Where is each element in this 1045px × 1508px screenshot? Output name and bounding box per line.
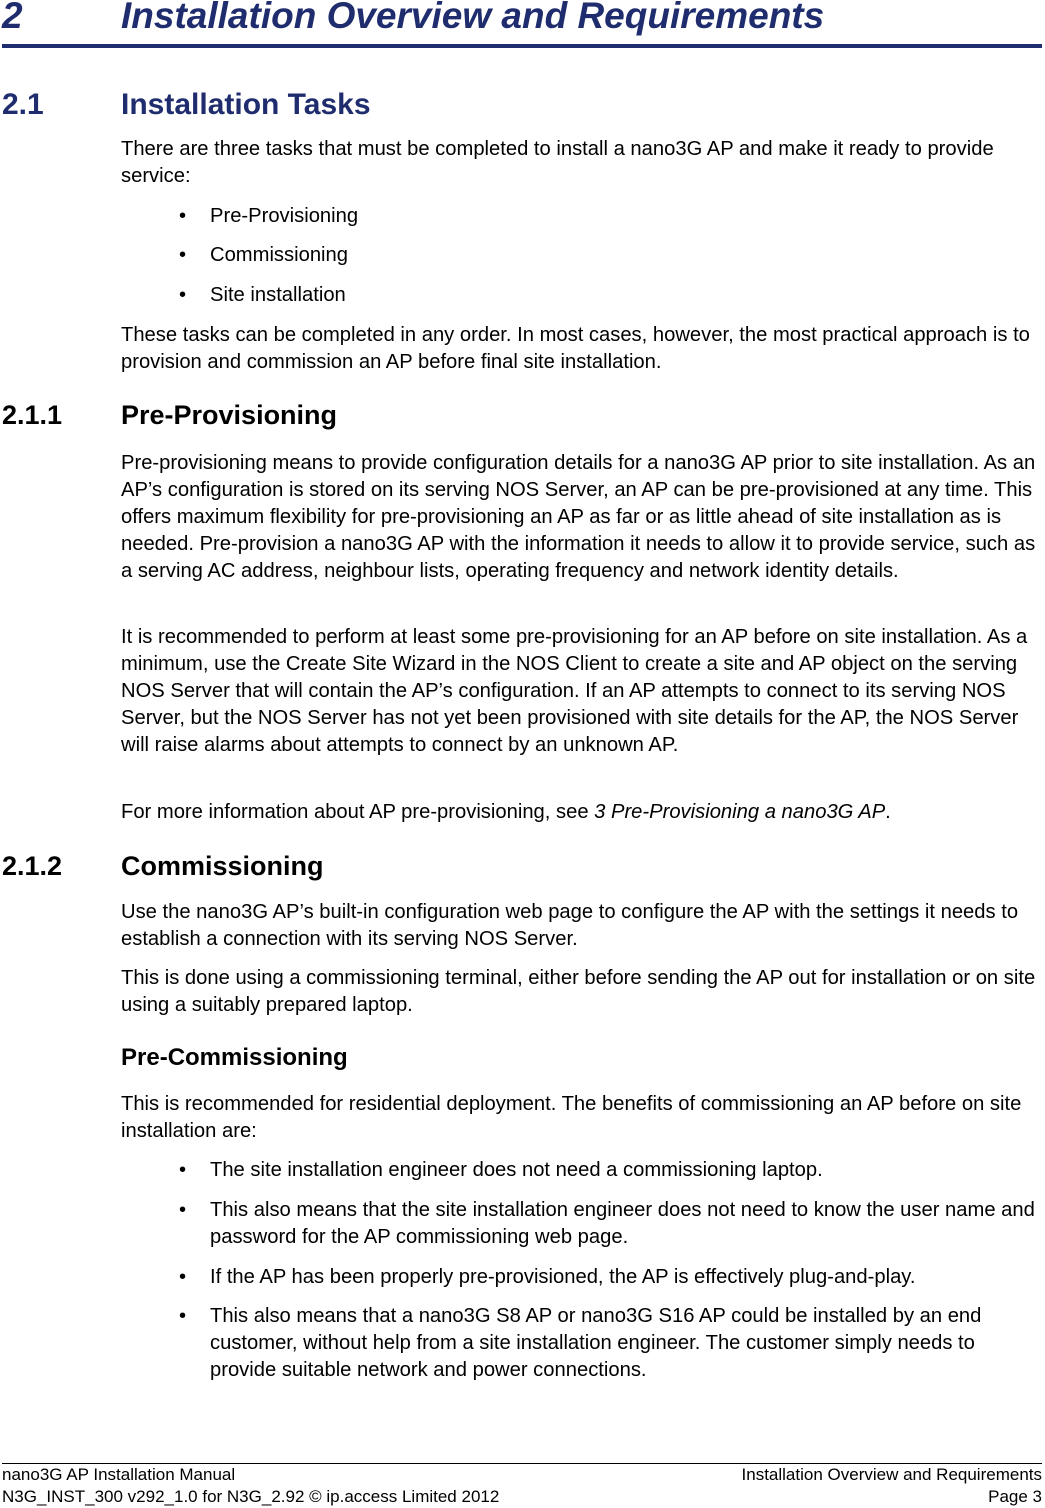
section-number: 2.1 bbox=[2, 88, 44, 121]
commissioning-paragraph-1: Use the nano3G AP’s built-in configuration web page to configure the AP with the settings it needs to establish a connection with its serving NOS Server. bbox=[121, 901, 1019, 950]
bullet-glyph: • bbox=[179, 244, 187, 266]
subsection-title: Pre-Provisioning bbox=[121, 400, 338, 430]
task-item: Site installation bbox=[210, 284, 346, 306]
subsection-number: 2.1.2 bbox=[2, 851, 63, 881]
installation-tasks-intro: There are three tasks that must be completed to install a nano3G AP and make it ready to provide service: bbox=[121, 138, 994, 187]
cross-reference-link[interactable]: 3 Pre-Provisioning a nano3G AP bbox=[594, 801, 886, 823]
bullet-glyph: • bbox=[179, 1266, 187, 1288]
benefit-item: The site installation engineer does not need a commissioning laptop. bbox=[210, 1159, 823, 1181]
chapter-heading bbox=[2, 0, 1042, 48]
pre-commissioning-intro: This is recommended for residential deployment. The benefits of commissioning an AP before on site installation are: bbox=[121, 1093, 1022, 1142]
bullet-glyph: • bbox=[179, 205, 187, 227]
benefit-item: This also means that a nano3G S8 AP or nano3G S16 AP could be installed by an end customer, without help from a site installation engineer. The customer simply needs to provide suitable network and power connections. bbox=[210, 1305, 982, 1381]
tasks-order-note: These tasks can be completed in any order. In most cases, however, the most practical approach is to provision and commission an AP before final site installation. bbox=[121, 324, 1030, 373]
pre-provisioning-paragraph-1: Pre-provisioning means to provide configuration details for a nano3G AP prior to site installation. As an AP’s configuration is stored on its serving NOS Server, an AP can be pre-provisioned at any time. This offers maximum flexibility for pre-provisioning an AP as far or as little ahead of site installation as is needed. Pre-provision a nano3G AP with the information it needs to allow it to provide service, such as a serving AC address, neighbour lists, operating frequency and network identity details. bbox=[121, 452, 1036, 582]
p3-suffix: . bbox=[885, 801, 891, 823]
benefit-item: If the AP has been properly pre-provisioned, the AP is effectively plug-and-play. bbox=[210, 1266, 916, 1288]
task-item: Pre-Provisioning bbox=[210, 205, 359, 227]
bullet-glyph: • bbox=[179, 1199, 187, 1221]
chapter-number: 2 bbox=[2, 0, 23, 36]
pre-commissioning-heading: Pre-Commissioning bbox=[121, 1044, 348, 1071]
pre-provisioning-paragraph-3 bbox=[121, 799, 1039, 826]
benefit-item: This also means that the site installation engineer does not need to know the user name and password for the AP commissioning web page. bbox=[210, 1199, 1035, 1248]
bullet-glyph: • bbox=[179, 1159, 187, 1181]
bullet-glyph: • bbox=[179, 1305, 187, 1327]
chapter-title: Installation Overview and Requirements bbox=[121, 0, 825, 36]
commissioning-paragraph-2: This is done using a commissioning terminal, either before sending the AP out for installation or on site using a suitably prepared laptop. bbox=[121, 967, 1036, 1016]
subsection-number: 2.1.1 bbox=[2, 400, 63, 430]
footer-document-id: N3G_INST_300 v292_1.0 for N3G_2.92 © ip.access Limited 2012 bbox=[2, 1487, 500, 1506]
footer-chapter-title: Installation Overview and Requirements bbox=[741, 1465, 1042, 1484]
section-title: Installation Tasks bbox=[121, 88, 371, 121]
pre-provisioning-paragraph-2: It is recommended to perform at least some pre-provisioning for an AP before on site installation. As a minimum, use the Create Site Wizard in the NOS Client to create a site and AP object on the serving NOS Server that will contain the AP’s configuration. If an AP attempts to connect to its serving NOS Server, but the NOS Server has not yet been provisioned with site details for the AP, the NOS Server will raise alarms about attempts to connect by an unknown AP. bbox=[121, 626, 1028, 756]
footer-page-number: Page 3 bbox=[988, 1487, 1042, 1506]
task-item: Commissioning bbox=[210, 244, 348, 266]
footer-manual-title: nano3G AP Installation Manual bbox=[2, 1465, 236, 1484]
subsection-title: Commissioning bbox=[121, 851, 324, 881]
p3-prefix: For more information about AP pre-provisioning, see bbox=[121, 801, 595, 823]
page-footer bbox=[2, 1463, 1042, 1506]
bullet-glyph: • bbox=[179, 284, 187, 306]
